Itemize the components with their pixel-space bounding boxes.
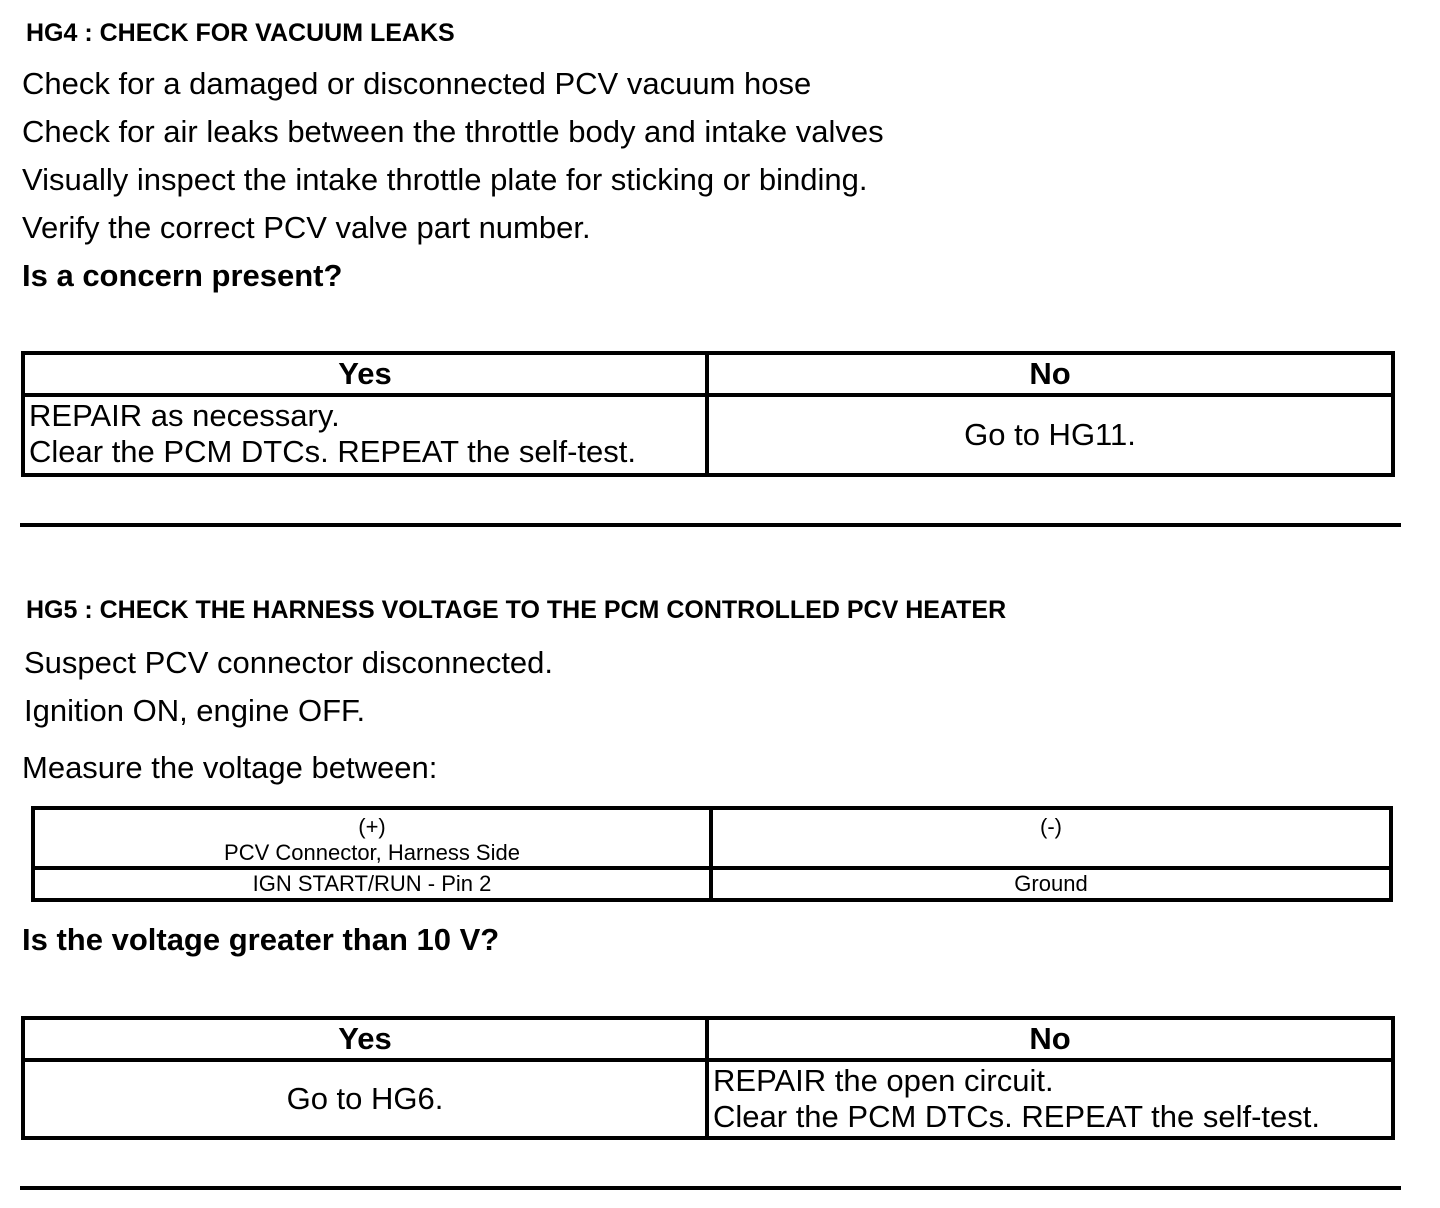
hg4-heading: HG4 : CHECK FOR VACUUM LEAKS bbox=[26, 19, 455, 47]
hg5-yes-header: Yes bbox=[23, 1018, 707, 1060]
hg5-step-3: Measure the voltage between: bbox=[22, 750, 438, 785]
hg5-result-table bbox=[21, 1016, 1395, 1140]
hg4-step-1: Check for a damaged or disconnected PCV vacuum hose bbox=[22, 66, 812, 101]
hg5-no-cell bbox=[707, 1060, 1393, 1138]
section-divider-2 bbox=[20, 1186, 1401, 1190]
hg4-step-3: Visually inspect the intake throttle plate for sticking or binding. bbox=[22, 162, 868, 197]
hg5-no-header: No bbox=[707, 1018, 1393, 1060]
measure-plus-header: (+) bbox=[358, 814, 386, 839]
measure-minus-header: (-) bbox=[1040, 814, 1062, 839]
measure-plus-subheader: PCV Connector, Harness Side bbox=[224, 840, 520, 865]
hg4-no-header: No bbox=[707, 353, 1393, 395]
measure-minus-value: Ground bbox=[709, 870, 1393, 902]
section-divider-1 bbox=[20, 523, 1401, 527]
hg4-no-cell: Go to HG11. bbox=[707, 395, 1393, 475]
hg5-no-line-2: Clear the PCM DTCs. REPEAT the self-test. bbox=[713, 1099, 1320, 1134]
hg4-question: Is a concern present? bbox=[22, 258, 343, 293]
hg4-yes-line-2: Clear the PCM DTCs. REPEAT the self-test. bbox=[29, 434, 636, 469]
hg5-no-line-1: REPAIR the open circuit. bbox=[713, 1063, 1054, 1098]
hg4-step-4: Verify the correct PCV valve part number. bbox=[22, 210, 591, 245]
measure-plus-header-cell bbox=[31, 806, 709, 870]
hg5-yes-cell: Go to HG6. bbox=[23, 1060, 707, 1138]
hg5-question: Is the voltage greater than 10 V? bbox=[22, 922, 500, 957]
hg4-result-table bbox=[21, 351, 1395, 477]
hg5-step-2: Ignition ON, engine OFF. bbox=[24, 693, 366, 728]
hg5-measure-table bbox=[31, 806, 1393, 902]
measure-plus-value: IGN START/RUN - Pin 2 bbox=[31, 870, 709, 902]
hg4-yes-header: Yes bbox=[23, 353, 707, 395]
hg5-step-1: Suspect PCV connector disconnected. bbox=[24, 645, 554, 680]
hg4-step-2: Check for air leaks between the throttle body and intake valves bbox=[22, 114, 884, 149]
hg4-yes-line-1: REPAIR as necessary. bbox=[29, 398, 340, 433]
hg5-heading: HG5 : CHECK THE HARNESS VOLTAGE TO THE PCM CONTROLLED PCV HEATER bbox=[26, 596, 1007, 624]
measure-minus-header-cell bbox=[709, 806, 1393, 870]
hg4-yes-cell bbox=[23, 395, 707, 475]
